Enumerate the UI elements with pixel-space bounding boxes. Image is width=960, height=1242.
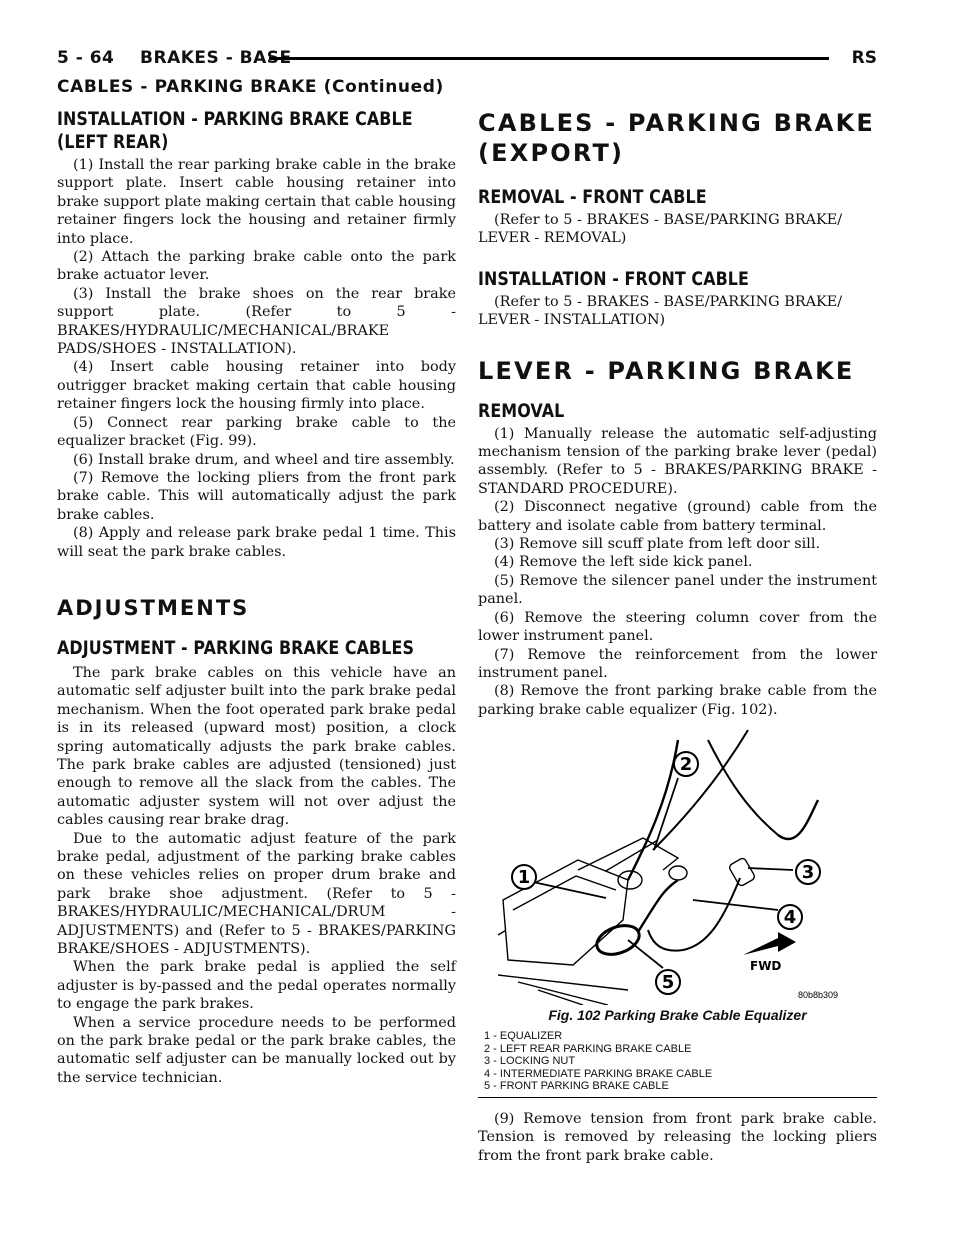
install-step: (4) Insert cable housing retainer into body outrigger bracket making certain that cable housing retainer fingers lock the housing firmly into place.	[57, 359, 456, 413]
left-column	[57, 108, 456, 1087]
removal-step: (7) Remove the reinforcement from the lower instrument panel.	[478, 646, 877, 681]
figure-caption: Fig. 102 Parking Brake Cable Equalizer	[548, 1007, 807, 1023]
removal-step: (3) Remove sill scuff plate from left door sill.	[494, 536, 821, 553]
removal-step: (2) Disconnect negative (ground) cable from the battery and isolate cable from battery terminal.	[478, 499, 877, 534]
rear-cable-end	[778, 800, 818, 839]
callout-5: 5	[661, 972, 675, 993]
install-steps	[57, 156, 456, 561]
figure-102	[478, 720, 877, 1165]
adjustment-paragraphs	[57, 664, 456, 1087]
equalizer-illustration	[478, 720, 877, 1005]
install-step: (1) Install the rear parking brake cable in the brake support plate. Insert cable housing retainer into brake support plate making certain that cable housing retainer fingers lock the housing and retainer firmly into place.	[57, 157, 456, 247]
install-front-text: (Refer to 5 - BRAKES - BASE/PARKING BRAKE/ LEVER - INSTALLATION)	[478, 293, 843, 329]
vehicle-code: RS	[851, 48, 877, 68]
lever-title: LEVER - PARKING BRAKE	[478, 356, 855, 385]
install-step: (6) Install brake drum, and wheel and tire assembly.	[73, 451, 455, 468]
callout-2: 2	[679, 754, 693, 775]
legend-item: 4 - INTERMEDIATE PARKING BRAKE CABLE	[484, 1067, 713, 1080]
removal-front-heading: REMOVAL - FRONT CABLE	[478, 187, 707, 208]
install-heading-line2: (LEFT REAR)	[57, 132, 169, 153]
export-title-line1: CABLES - PARKING BRAKE	[478, 109, 875, 137]
locking-nut	[728, 857, 756, 887]
equalizer-hole	[669, 866, 687, 880]
install-step: (7) Remove the locking pliers from the front park brake cable. This will automatically adjust the park brake cables.	[57, 469, 456, 523]
install-step: (8) Apply and release park brake pedal 1 time. This will seat the park brake cables.	[57, 525, 456, 560]
adjustment-paragraph: Due to the automatic adjust feature of the park brake pedal, adjustment of the parking brake cables on these vehicles relies on proper drum brake and park brake shoe adjustment. (Refer to 5 - BRAKES/HYDRAULIC/MECHANICAL/DRUM - ADJUSTMENTS) and (Refer to 5 - BRAKES/PARKING BRAKE/SHOES - ADJUSTMENTS).	[57, 830, 456, 958]
adjustment-heading: ADJUSTMENT - PARKING BRAKE CABLES	[57, 637, 414, 659]
header-rule	[269, 57, 829, 60]
legend-item: 1 - EQUALIZER	[484, 1030, 563, 1042]
fwd-label: FWD	[750, 959, 782, 973]
removal-heading: REMOVAL	[478, 400, 565, 422]
equalizer-body	[578, 838, 678, 870]
legend-item: 5 - FRONT PARKING BRAKE CABLE	[484, 1080, 669, 1093]
removal-step: (4) Remove the left side kick panel.	[494, 554, 753, 571]
callout-4: 4	[783, 907, 797, 928]
leader-line-4	[693, 900, 778, 910]
install-front-heading: INSTALLATION - FRONT CABLE	[478, 268, 749, 290]
right-column	[478, 108, 877, 719]
legend-item: 3 - LOCKING NUT	[484, 1055, 576, 1068]
install-heading-line1: INSTALLATION - PARKING BRAKE CABLE	[57, 109, 413, 130]
rear-cable	[708, 740, 778, 835]
after-figure-step: (9) Remove tension from front park brake cable. Tension is removed by releasing the locking pliers from the front park brake cable.	[478, 1110, 877, 1164]
forward-arrow-icon	[743, 932, 796, 955]
removal-step: (1) Manually release the automatic self-adjusting mechanism tension of the parking brake lever (pedal) assembly. (Refer to 5 - BRAKES/PARKING BRAKE - STANDARD PROCEDURE).	[478, 425, 877, 497]
callout-3: 3	[801, 862, 815, 883]
adjustments-title: ADJUSTMENTS	[57, 595, 250, 620]
adjustment-paragraph: When a service procedure needs to be performed on the park brake pedal or the park brake cables, the automatic self adjuster can be manually locked out by the service technician.	[57, 1014, 456, 1086]
adjustment-paragraph: The park brake cables on this vehicle have an automatic self adjuster built into the park brake pedal mechanism. When the foot operated park brake pedal is in its released (upward most) position, a clock spring automatically adjusts the park brake cables. The park brake cables are adjusted (tensioned) just enough to remove all the slack from the cables. The automatic adjuster system will not over adjust the cables causing rear brake drag.	[57, 664, 456, 829]
removal-front-text: (Refer to 5 - BRAKES - BASE/PARKING BRAKE/ LEVER - REMOVAL)	[478, 212, 843, 247]
install-step: (2) Attach the parking brake cable onto the park brake actuator lever.	[57, 249, 456, 284]
removal-step: (8) Remove the front parking brake cable from the parking brake cable equalizer (Fig. 102).	[478, 683, 877, 718]
page-header	[57, 46, 877, 72]
figure-legend	[478, 1030, 877, 1093]
continued-heading: CABLES - PARKING BRAKE (Continued)	[57, 77, 444, 97]
legend-rule	[478, 1097, 877, 1098]
install-step: (5) Connect rear parking brake cable to the equalizer bracket (Fig. 99).	[57, 414, 456, 450]
front-cable	[638, 880, 678, 932]
install-heading	[57, 108, 456, 154]
floor-line	[498, 975, 628, 990]
callout-1: 1	[517, 867, 531, 888]
legend-item: 2 - LEFT REAR PARKING BRAKE CABLE	[484, 1042, 692, 1055]
removal-step: (5) Remove the silencer panel under the instrument panel.	[478, 572, 877, 608]
export-title-line2: (EXPORT)	[478, 139, 625, 167]
leader-line-3	[748, 868, 793, 870]
removal-step: (6) Remove the steering column cover from the lower instrument panel.	[478, 609, 877, 645]
left-rear-cable	[628, 740, 678, 880]
figure-id: 80b8b309	[798, 990, 839, 1000]
install-step: (3) Install the brake shoes on the rear brake support plate. (Refer to 5 - BRAKES/HYDRAULIC/MECHANICAL/BRAKE PADS/SHOES - INSTALLATION).	[57, 285, 456, 358]
page-number-section: 5 - 64 BRAKES - BASE	[57, 48, 292, 68]
removal-steps	[478, 425, 877, 720]
adjustment-paragraph: When the park brake pedal is applied the self adjuster is by-passed and the pedal operates normally to engage the park brakes.	[57, 959, 456, 1013]
intermediate-cable	[648, 878, 740, 951]
